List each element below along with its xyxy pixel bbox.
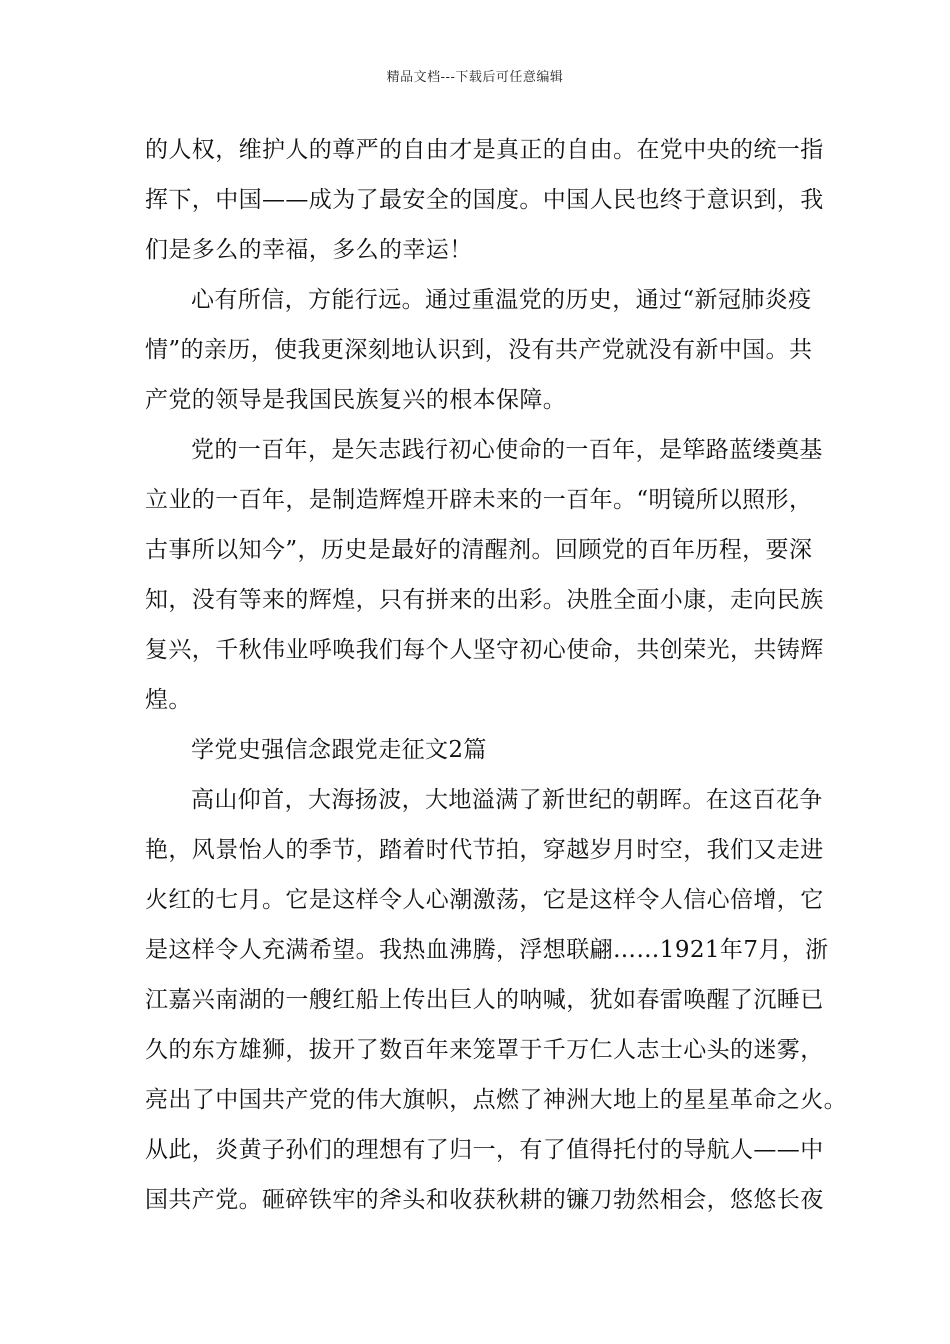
text-line: 亮出了中国共产党的伟大旗帜，点燃了神洲大地上的星星革命之火。: [145, 1087, 847, 1113]
text-line: 从此，炎黄子孙们的理想有了归一，有了值得托付的导航人——中: [145, 1137, 824, 1163]
page-header: 精品文档---下载后可任意编辑: [386, 70, 564, 85]
text-line: 知，没有等来的辉煌，只有拼来的出彩。决胜全面小康，走向民族: [145, 587, 824, 613]
text-line: 们是多么的幸福，多么的幸运！: [145, 237, 473, 263]
text-line: 艳，风景怡人的季节，踏着时代节拍，穿越岁月时空，我们又走进: [145, 837, 824, 863]
paragraph-first-line: 心有所信，方能行远。通过重温党的历史，通过“新冠肺炎疫: [191, 287, 812, 313]
section-title: 学党史强信念跟党走征文2篇: [191, 737, 487, 763]
text-line: 的人权，维护人的尊严的自由才是真正的自由。在党中央的统一指: [145, 137, 824, 163]
text-line: 久的东方雄狮，拔开了数百年来笼罩于千万仁人志士心头的迷雾，: [145, 1037, 824, 1063]
text-line: 是这样令人充满希望。我热血沸腾，浮想联翩……1921年7月，浙: [145, 937, 829, 963]
text-line: 古事所以知今”，历史是最好的清醒剂。回顾党的百年历程，要深: [145, 537, 813, 563]
text-line: 立业的一百年，是制造辉煌开辟未来的一百年。“明镜所以照形，: [145, 487, 813, 513]
text-line: 国共产党。砸碎铁牢的斧头和收获秋耕的镰刀勃然相会，悠悠长夜: [145, 1187, 824, 1213]
text-line: 挥下，中国——成为了最安全的国度。中国人民也终于意识到，我: [145, 187, 824, 213]
paragraph-first-line: 党的一百年，是矢志践行初心使命的一百年，是筚路蓝缕奠基: [191, 437, 823, 463]
text-line: 产党的领导是我国民族复兴的根本保障。: [145, 387, 567, 413]
text-line: 煌。: [145, 687, 192, 713]
text-line: 复兴，千秋伟业呼唤我们每个人坚守初心使命，共创荣光，共铸辉: [145, 637, 824, 663]
text-line: 火红的七月。它是这样令人心潮激荡，它是这样令人信心倍增，它: [145, 887, 824, 913]
paragraph-first-line: 高山仰首，大海扬波，大地溢满了新世纪的朝晖。在这百花争: [191, 787, 823, 813]
text-line: 江嘉兴南湖的一艘红船上传出巨人的呐喊，犹如春雷唤醒了沉睡已: [145, 987, 824, 1013]
text-line: 情”的亲历，使我更深刻地认识到，没有共产党就没有新中国。共: [145, 337, 813, 363]
